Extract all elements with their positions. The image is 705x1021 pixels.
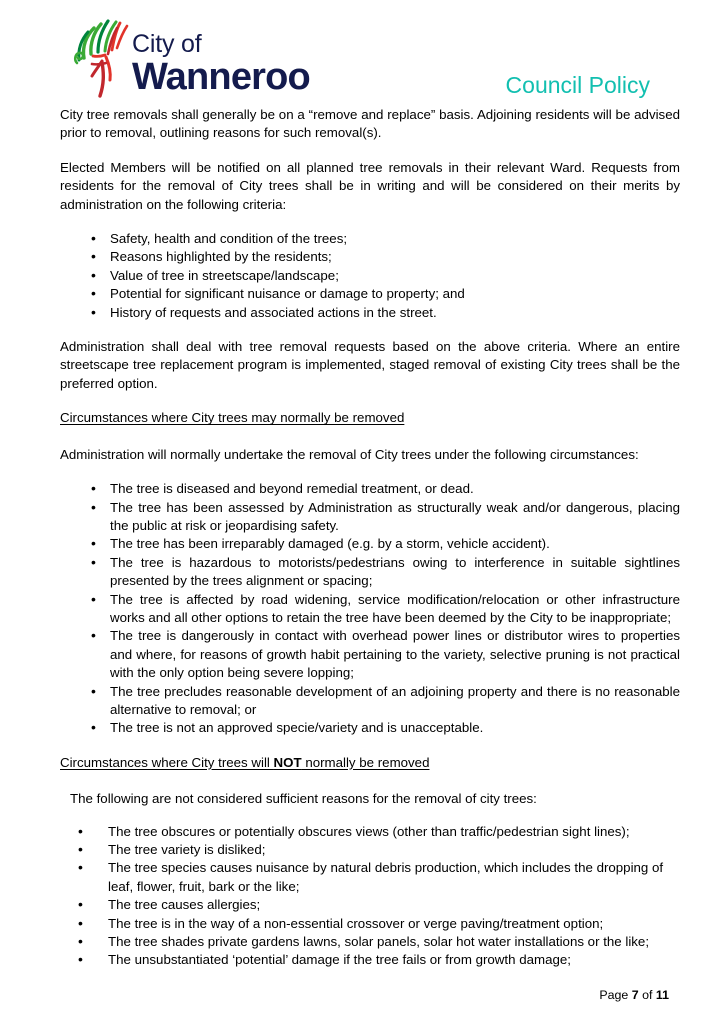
logo-wanneroo-text: Wanneroo: [132, 56, 310, 98]
heading-not-normally-be-removed: [60, 754, 680, 772]
city-of-wanneroo-logo: [72, 14, 310, 98]
heading-may-normally-be-removed: Circumstances where City trees may normally be removed: [60, 410, 405, 426]
may-be-removed-bullet-list: [60, 480, 680, 738]
list-item: • The tree shades private gardens lawns, solar panels, solar hot water installations or the like;: [60, 933, 680, 951]
logo-city-text: City of: [132, 30, 202, 58]
list-item: • The tree precludes reasonable development of an adjoining property and there is no reasonable alternative to removal; or: [60, 683, 680, 720]
not-removed-bullet-list: [60, 823, 680, 970]
list-item: • The tree is in the way of a non-essential crossover or verge paving/treatment option;: [60, 915, 680, 933]
list-item: • Potential for significant nuisance or damage to property; and: [60, 285, 680, 303]
heading-text-suffix: normally be removed: [301, 754, 430, 770]
list-item: • The tree variety is disliked;: [60, 841, 680, 859]
paragraph-administration-criteria: Administration shall deal with tree removal requests based on the above criteria. Where an entire streetscape tree replacement program is implemented, staged removal of existing City trees shall be the preferred option.: [60, 339, 680, 391]
list-item: • The tree has been assessed by Administration as structurally weak and/or dangerous, placing the public at risk or jeopardising safety.: [60, 499, 680, 536]
list-item: • The tree causes allergies;: [60, 896, 680, 914]
list-item: • Reasons highlighted by the residents;: [60, 248, 680, 266]
paragraph-elected-members: Elected Members will be notified on all planned tree removals in their relevant Ward. Requests from residents for the removal of City trees shall be in writing and will be considered on their merits by administration on the following criteria:: [60, 159, 680, 212]
kangaroo-paw-flower-logo-icon: [72, 14, 130, 98]
footer-page-label: Page: [599, 988, 632, 1002]
document-body: [60, 106, 680, 986]
heading-text-prefix: Circumstances where City trees will: [60, 754, 274, 770]
list-item: • The tree is diseased and beyond remedial treatment, or dead.: [60, 480, 680, 498]
list-item: • Safety, health and condition of the trees;: [60, 230, 680, 248]
list-item: • The tree is dangerously in contact with overhead power lines or distributor wires to properties and where, for reasons of growth habit pertaining to the variety, selective pruning is not practical with the only option being severe lopping;: [60, 627, 680, 682]
document-header: [0, 0, 705, 104]
list-item: • The tree has been irreparably damaged (e.g. by a storm, vehicle accident).: [60, 535, 680, 553]
criteria-bullet-list: [60, 230, 680, 322]
list-item: • The tree is hazardous to motorists/pedestrians owing to interference in suitable sightlines presented by the trees alignment or spacing;: [60, 554, 680, 591]
footer-of-label: of: [638, 988, 656, 1002]
document-type-title: Council Policy: [505, 72, 650, 98]
list-item: • The tree is affected by road widening, service modification/relocation or other infrastructure works and all other options to retain the tree have been deemed by the City to be inappropriate;: [60, 591, 680, 628]
list-item: • The unsubstantiated ‘potential’ damage if the tree fails or from growth damage;: [60, 951, 680, 969]
list-item: • The tree obscures or potentially obscures views (other than traffic/pedestrian sight lines);: [60, 823, 680, 841]
list-item: • Value of tree in streetscape/landscape;: [60, 267, 680, 285]
list-item: • The tree species causes nuisance by natural debris production, which includes the dropping of leaf, flower, fruit, bark or the like;: [60, 859, 680, 896]
heading-text-not: NOT: [273, 754, 302, 770]
paragraph-tree-removals-basis: City tree removals shall generally be on a “remove and replace” basis. Adjoining residents will be advised prior to removal, outlining reasons for such removal(s).: [60, 107, 680, 141]
logo-wordmark: [132, 32, 310, 96]
footer-total-pages: 11: [655, 988, 669, 1002]
paragraph-normally-undertake: Administration will normally undertake the removal of City trees under the following circumstances:: [60, 446, 639, 462]
list-item: • The tree is not an approved specie/variety and is unacceptable.: [60, 719, 680, 737]
footer-page-number: 7: [631, 988, 639, 1002]
page-footer: [599, 987, 669, 1003]
paragraph-not-sufficient-reasons: The following are not considered sufficient reasons for the removal of city trees:: [70, 791, 537, 807]
list-item: • History of requests and associated actions in the street.: [60, 304, 680, 322]
